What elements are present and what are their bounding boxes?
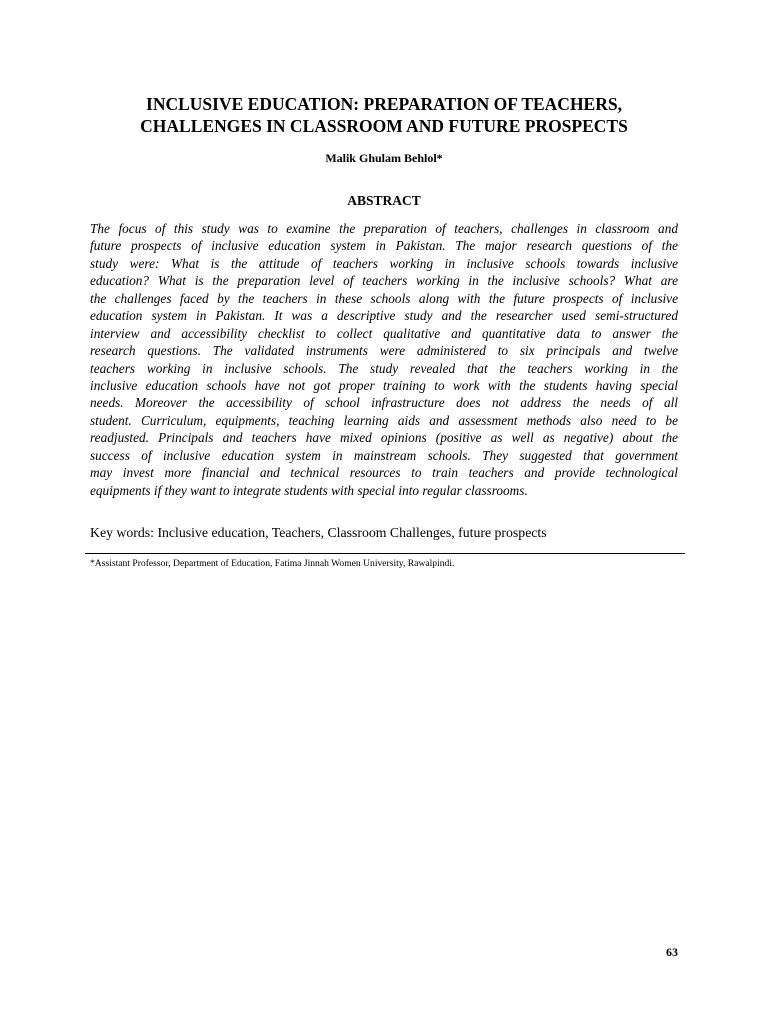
keywords: Key words: Inclusive education, Teachers, Classroom Challenges, future prospects [90, 525, 547, 540]
paper-title [90, 93, 678, 137]
abstract-line: teachers working in inclusive schools. The study revealed that the teachers working in the [90, 360, 678, 376]
author-name: Malik Ghulam Behlol* [325, 151, 443, 165]
page-number: 63 [666, 945, 678, 959]
author-affiliation-footnote: *Assistant Professor, Department of Education, Fatima Jinnah Women University, Rawalpindi. [90, 558, 455, 569]
abstract-line: interview and accessibility checklist to collect qualitative and quantitative data to answer the [90, 325, 678, 341]
abstract-line: readjusted. Principals and teachers have mixed opinions (positive as well as negative) about the [90, 430, 678, 446]
paper-title-line-2: CHALLENGES IN CLASSROOM AND FUTURE PROSPECTS [140, 116, 628, 136]
abstract-line: student. Curriculum, equipments, teaching learning aids and assessment methods also need to be [90, 412, 678, 428]
abstract-line: inclusive education schools have not got proper training to work with the students having special [90, 377, 678, 393]
abstract-line: The focus of this study was to examine the preparation of teachers, challenges in classroom and [90, 221, 678, 236]
abstract-line: research questions. The validated instruments were administered to six principals and twelve [90, 343, 678, 359]
abstract-line: education? What is the preparation level of teachers working in the inclusive schools? What are [90, 273, 678, 289]
abstract-line: needs. Moreover the accessibility of school infrastructure does not address the needs of all [90, 395, 678, 411]
abstract-line: the challenges faced by the teachers in these schools along with the future prospects of inclusive [90, 290, 678, 306]
abstract-line: may invest more financial and technical resources to train teachers and provide technological [90, 465, 678, 481]
abstract-line: success of inclusive education system in mainstream schools. They suggested that government [90, 447, 678, 463]
abstract-line: education system in Pakistan. It was a descriptive study and the researcher used semi-structured [90, 308, 678, 324]
abstract-line: equipments if they want to integrate students with special into regular classrooms. [90, 482, 528, 498]
abstract-body [90, 220, 678, 499]
abstract-line: future prospects of inclusive education system in Pakistan. The major research questions of the [90, 238, 678, 254]
abstract-heading: ABSTRACT [347, 193, 421, 208]
paper-title-line-1: INCLUSIVE EDUCATION: PREPARATION OF TEACHERS, [146, 94, 622, 114]
footnote-divider [85, 553, 685, 554]
abstract-line: study were: What is the attitude of teachers working in inclusive schools towards inclusive [90, 255, 678, 271]
